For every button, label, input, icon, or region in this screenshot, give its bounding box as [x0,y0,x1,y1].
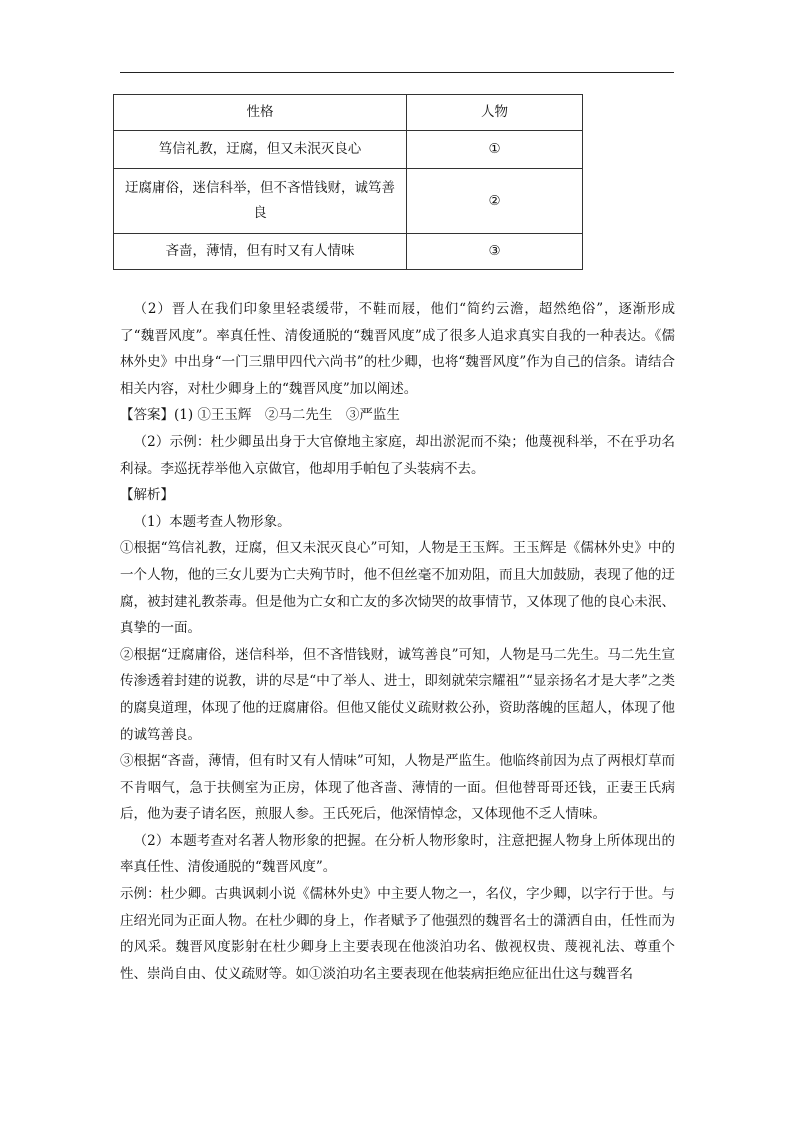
table-cell-trait: 笃信礼教，迂腐，但又未泯灭良心 [114,131,407,169]
answer-line-2: （2）示例：杜少卿虽出身于大官僚地主家庭，却出淤泥而不染；他蔑视科举，不在乎功名利禄。李巡抚荐举他入京做官，他却用手帕包了头装病不去。 [120,433,675,477]
table-cell-person: ① [407,131,583,169]
analysis-paragraph: ②根据“迂腐庸俗，迷信科举，但不吝惜钱财，诚笃善良”可知，人物是马二先生。马二先生宣传渗透着封建的说教，讲的尽是“中了举人、进士，即刻就荣宗耀祖”“显亲扬名才是大孝”之类的腐臭道理，体现了他的迂腐庸俗。但他又能仗义疏财救公孙，资助落魄的匡超人，体现了他的诚笃善良。 [120,646,675,743]
character-table [113,94,583,270]
document-body [120,296,675,987]
table-header-trait: 性格 [114,95,407,131]
table-row [114,131,583,169]
table-cell-person: ② [407,169,583,234]
analysis-label: 【解析】 [120,487,174,504]
answer-line-1: 【答案】(1) ①王玉辉 ②马二先生 ③严监生 [120,407,400,424]
table-cell-trait: 吝啬，薄情，但有时又有人情味 [114,234,407,270]
table-cell-person: ③ [407,234,583,270]
analysis-paragraph: 示例：杜少卿。古典讽刺小说《儒林外史》中主要人物之一，名仪，字少卿，以字行于世。与庄绍光同为正面人物。在杜少卿的身上，作者赋予了他强烈的魏晋名士的潇洒自由，任性而为的风采。魏晋风度影射在杜少卿身上主要表现在他淡泊功名、傲视权贵、蔑视礼法、尊重个性、崇尚自由、仗义疏财等。如①淡泊功名主要表现在他装病拒绝应征出仕这与魏晋名 [120,886,675,982]
question-2: （2）晋人在我们印象里轻裘缓带，不鞋而屐，他们“简约云澹，超然绝俗”，逐渐形成了“魏晋风度”。率真任性、清俊通脱的“魏晋风度”成了很多人追求真实自我的一种表达。《儒林外史》中出身“一门三鼎甲四代六尚书”的杜少卿，也将“魏晋风度”作为自己的信条。请结合相关内容，对杜少卿身上的“魏晋风度”加以阐述。 [120,301,675,397]
analysis-paragraph: （1）本题考查人物形象。 [133,513,291,530]
analysis-paragraph: ①根据“笃信礼教，迂腐，但又未泯灭良心”可知，人物是王玉辉。王玉辉是《儒林外史》中的一个人物，他的三女儿要为亡夫殉节时，他不但丝毫不加劝阻，而且大加鼓励，表现了他的迂腐，被封建礼教荼毒。但是他为亡女和亡友的多次恸哭的故事情节，又体现了他的良心未泯、真挚的一面。 [120,540,675,637]
analysis-paragraph: （2）本题考查对名著人物形象的把握。在分析人物形象时，注意把握人物身上所体现出的率真任性、清俊通脱的“魏晋风度”。 [120,832,675,876]
header-rule [120,72,674,73]
table-header-person: 人物 [407,95,583,131]
table-row [114,169,583,234]
table-row [114,234,583,270]
analysis-paragraph: ③根据“吝啬，薄情，但有时又有人情味”可知，人物是严监生。他临终前因为点了两根灯草而不肯咽气，急于扶侧室为正房，体现了他吝啬、薄情的一面。但他替哥哥还钱，正妻王氏病后，他为妻子请名医，煎服人参。王氏死后，他深情悼念，又体现他不乏人情味。 [120,753,675,823]
table-cell-trait: 迂腐庸俗，迷信科举，但不吝惜钱财，诚笃善良 [114,169,407,234]
table-header-row [114,95,583,131]
